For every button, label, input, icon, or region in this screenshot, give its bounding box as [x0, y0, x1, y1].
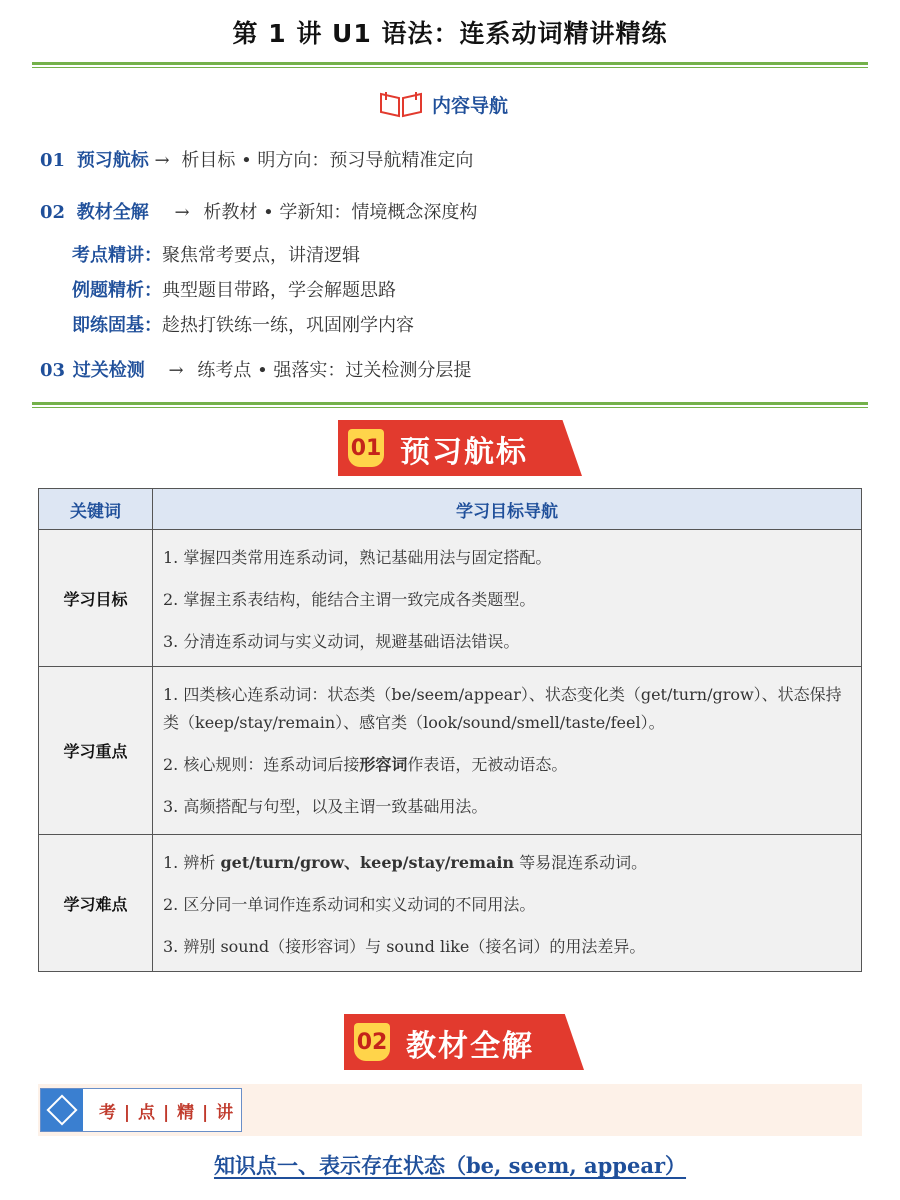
list-item-text: 作表语，无被动语态。 [407, 755, 568, 774]
table-header-row [39, 489, 862, 530]
row-key: 学习目标 [39, 530, 153, 667]
nav-subitem-kaodian [72, 241, 360, 267]
row-key: 学习难点 [39, 835, 153, 972]
list-item-text: 1. 辨析 [163, 853, 221, 872]
list-item: 3. 高频搭配与句型，以及主谓一致基础用法。 [163, 797, 488, 816]
list-item: 2. 区分同一单词作连系动词和实义动词的不同用法。 [163, 895, 536, 914]
arrow-icon: → [168, 360, 184, 381]
list-item-emphasis: get/turn/grow、keep/stay/remain [220, 853, 515, 872]
row-items [153, 835, 862, 972]
kaodian-tag [40, 1088, 242, 1132]
list-item: 1. 四类核心连系动词：状态类（be/seem/appear）、状态变化类（get/turn/grow）、状态保持类（keep/stay/remain）、感官类（look/sound/smell/taste/feel）。 [163, 685, 842, 732]
kaodian-label: 考 | 点 | 精 | 讲 [99, 1102, 235, 1123]
section-number-badge: 02 [354, 1023, 390, 1061]
nav-item-text: 析目标 • 明方向：预习导航精准定向 [181, 150, 474, 171]
nav-item-02 [40, 198, 477, 224]
knowledge-point-title[interactable]: 知识点一、表示存在状态（be, seem, appear） [213, 1153, 687, 1178]
list-item [163, 849, 853, 877]
arrow-icon: → [154, 150, 170, 171]
list-item-text: 等易混连系动词。 [514, 853, 648, 872]
section-banner-label: 预习航标 [400, 435, 528, 470]
list-item: 3. 辨别 sound（接形容词）与 sound like（接名词）的用法差异。 [163, 937, 646, 956]
nav-item-number: 03 [40, 360, 66, 381]
list-item: 1. 掌握四类常用连系动词，熟记基础用法与固定搭配。 [163, 548, 552, 567]
section-banner-label: 教材全解 [406, 1029, 534, 1064]
table-row [39, 530, 862, 667]
column-header-keyword: 关键词 [39, 489, 153, 530]
table-row [39, 835, 862, 972]
kaodian-bar [38, 1084, 862, 1136]
section-banner-02 [344, 1014, 584, 1070]
nav-item-text: 练考点 • 强落实：过关检测分层提 [197, 360, 472, 381]
content-nav-label: 内容导航 [432, 94, 509, 117]
section-banner-01 [338, 420, 582, 476]
section-number-badge: 01 [348, 429, 384, 467]
list-item [163, 751, 853, 779]
nav-item-heading: 过关检测 [72, 360, 145, 381]
column-header-goals: 学习目标导航 [153, 489, 862, 530]
nav-item-heading: 预习航标 [76, 150, 149, 171]
subitem-heading: 例题精析： [72, 280, 162, 301]
diamond-icon [41, 1089, 83, 1131]
row-key: 学习重点 [39, 667, 153, 835]
divider-middle [32, 402, 868, 408]
nav-item-01 [40, 146, 473, 172]
list-item: 2. 掌握主系表结构，能结合主谓一致完成各类题型。 [163, 590, 536, 609]
learning-goals-table [38, 488, 862, 972]
nav-item-number: 01 [40, 150, 66, 171]
list-item-text: 2. 核心规则：连系动词后接 [163, 755, 360, 774]
nav-item-03 [40, 356, 471, 382]
nav-item-text: 析教材 • 学新知：情境概念深度构 [203, 202, 478, 223]
subitem-text: 聚焦常考要点，讲清逻辑 [162, 245, 360, 266]
nav-item-number: 02 [40, 202, 66, 223]
content-nav-heading [378, 88, 508, 120]
nav-subitem-jilian [72, 311, 414, 337]
subitem-heading: 考点精讲： [72, 245, 162, 266]
nav-subitem-liti [72, 276, 396, 302]
arrow-icon: → [174, 202, 190, 223]
divider-top [32, 62, 868, 68]
subitem-heading: 即练固基： [72, 315, 162, 336]
list-item: 3. 分清连系动词与实义动词，规避基础语法错误。 [163, 632, 520, 651]
open-book-icon [378, 90, 424, 118]
list-item-emphasis: 形容词 [359, 755, 408, 774]
table-row [39, 667, 862, 835]
row-items [153, 530, 862, 667]
row-items [153, 667, 862, 835]
nav-item-heading: 教材全解 [76, 202, 149, 223]
subitem-text: 典型题目带路，学会解题思路 [162, 280, 396, 301]
subitem-text: 趁热打铁练一练，巩固刚学内容 [162, 315, 414, 336]
page-title: 第 1 讲 U1 语法：连系动词精讲精练 [232, 19, 668, 48]
